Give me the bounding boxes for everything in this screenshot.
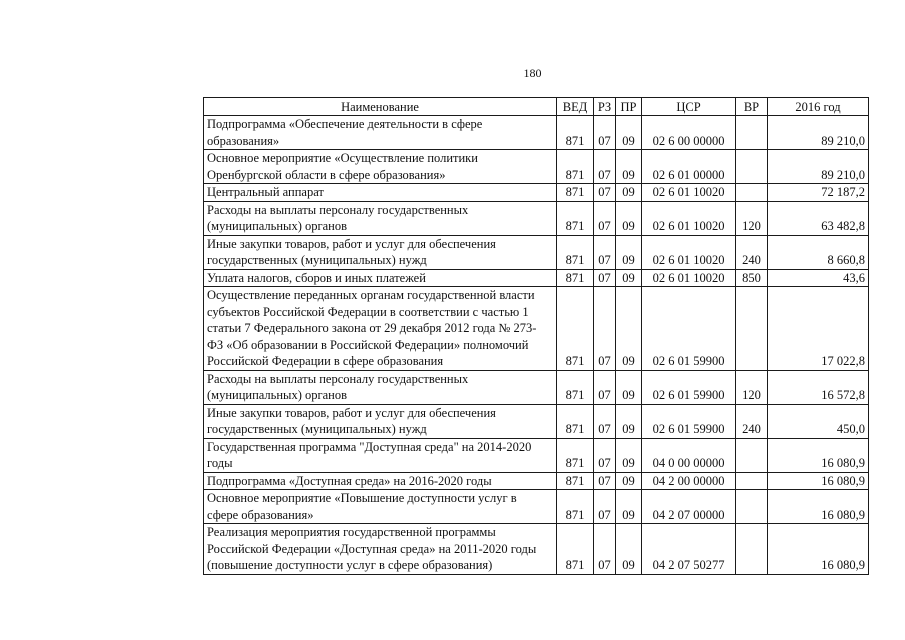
row-name: Подпрограмма «Обеспечение деятельности в сфере образования» — [204, 116, 557, 150]
row-csr: 02 6 01 10020 — [642, 269, 736, 287]
row-pr: 09 — [616, 116, 642, 150]
page-number-container — [0, 66, 905, 81]
header-year: 2016 год — [768, 98, 869, 116]
header-pr: ПР — [616, 98, 642, 116]
row-pr: 09 — [616, 524, 642, 575]
row-rz: 07 — [594, 116, 616, 150]
row-vr — [736, 184, 768, 202]
row-name: Центральный аппарат — [204, 184, 557, 202]
row-pr: 09 — [616, 150, 642, 184]
row-pr: 09 — [616, 269, 642, 287]
row-name: Расходы на выплаты персоналу государственных (муниципальных) органов — [204, 370, 557, 404]
row-vr — [736, 472, 768, 490]
row-amount: 89 210,0 — [768, 116, 869, 150]
row-csr: 04 2 07 00000 — [642, 490, 736, 524]
header-name: Наименование — [204, 98, 557, 116]
table-row — [204, 370, 869, 404]
row-csr: 02 6 01 59900 — [642, 287, 736, 371]
row-name: Подпрограмма «Доступная среда» на 2016-2020 годы — [204, 472, 557, 490]
row-amount: 16 572,8 — [768, 370, 869, 404]
row-ved: 871 — [557, 201, 594, 235]
row-amount: 89 210,0 — [768, 150, 869, 184]
row-vr — [736, 150, 768, 184]
row-csr: 02 6 01 10020 — [642, 201, 736, 235]
row-csr: 04 2 00 00000 — [642, 472, 736, 490]
row-csr: 02 6 00 00000 — [642, 116, 736, 150]
row-amount: 63 482,8 — [768, 201, 869, 235]
row-pr: 09 — [616, 287, 642, 371]
row-rz: 07 — [594, 184, 616, 202]
row-ved: 871 — [557, 490, 594, 524]
row-csr: 02 6 01 00000 — [642, 150, 736, 184]
row-rz: 07 — [594, 472, 616, 490]
row-pr: 09 — [616, 404, 642, 438]
table-body — [204, 116, 869, 575]
row-name: Расходы на выплаты персоналу государственных (муниципальных) органов — [204, 201, 557, 235]
table-header — [204, 98, 869, 116]
row-rz: 07 — [594, 404, 616, 438]
row-ved: 871 — [557, 370, 594, 404]
row-rz: 07 — [594, 201, 616, 235]
header-rz: РЗ — [594, 98, 616, 116]
header-csr: ЦСР — [642, 98, 736, 116]
row-csr: 02 6 01 59900 — [642, 370, 736, 404]
row-amount: 43,6 — [768, 269, 869, 287]
row-amount: 16 080,9 — [768, 524, 869, 575]
table-row — [204, 116, 869, 150]
row-name: Иные закупки товаров, работ и услуг для обеспечения государственных (муниципальных) нужд — [204, 404, 557, 438]
table-row — [204, 201, 869, 235]
row-vr: 120 — [736, 201, 768, 235]
row-vr — [736, 438, 768, 472]
row-pr: 09 — [616, 370, 642, 404]
row-rz: 07 — [594, 150, 616, 184]
row-rz: 07 — [594, 438, 616, 472]
table-row — [204, 404, 869, 438]
row-amount: 72 187,2 — [768, 184, 869, 202]
row-pr: 09 — [616, 490, 642, 524]
row-pr: 09 — [616, 438, 642, 472]
row-ved: 871 — [557, 404, 594, 438]
row-amount: 450,0 — [768, 404, 869, 438]
row-pr: 09 — [616, 235, 642, 269]
row-csr: 02 6 01 10020 — [642, 235, 736, 269]
table-row — [204, 524, 869, 575]
row-name: Иные закупки товаров, работ и услуг для обеспечения государственных (муниципальных) нужд — [204, 235, 557, 269]
table-row — [204, 269, 869, 287]
row-amount: 8 660,8 — [768, 235, 869, 269]
table-row — [204, 287, 869, 371]
row-ved: 871 — [557, 438, 594, 472]
row-amount: 16 080,9 — [768, 490, 869, 524]
row-name: Осуществление переданных органам государственной власти субъектов Российской Федерации в соответствии с частью 1 статьи 7 Федерального закона от 29 декабря 2012 года № 273- ФЗ «Об образовании в Российской Федерации» полномочий Российской Федерации в сфере образования — [204, 287, 557, 371]
row-vr — [736, 287, 768, 371]
page-number: 180 — [523, 66, 542, 80]
header-row — [204, 98, 869, 116]
row-vr: 120 — [736, 370, 768, 404]
row-vr — [736, 116, 768, 150]
row-ved: 871 — [557, 287, 594, 371]
row-csr: 02 6 01 10020 — [642, 184, 736, 202]
row-amount: 17 022,8 — [768, 287, 869, 371]
row-rz: 07 — [594, 370, 616, 404]
row-rz: 07 — [594, 235, 616, 269]
row-rz: 07 — [594, 269, 616, 287]
row-vr — [736, 524, 768, 575]
row-pr: 09 — [616, 201, 642, 235]
row-vr — [736, 490, 768, 524]
row-amount: 16 080,9 — [768, 438, 869, 472]
row-ved: 871 — [557, 472, 594, 490]
table-row — [204, 472, 869, 490]
row-csr: 04 2 07 50277 — [642, 524, 736, 575]
table-row — [204, 184, 869, 202]
row-vr: 850 — [736, 269, 768, 287]
row-ved: 871 — [557, 116, 594, 150]
header-vr: ВР — [736, 98, 768, 116]
row-ved: 871 — [557, 150, 594, 184]
row-name: Реализация мероприятия государственной программы Российской Федерации «Доступная среда» на 2011-2020 годы (повышение доступности услуг в сфере образования) — [204, 524, 557, 575]
row-ved: 871 — [557, 235, 594, 269]
row-csr: 02 6 01 59900 — [642, 404, 736, 438]
row-name: Уплата налогов, сборов и иных платежей — [204, 269, 557, 287]
row-rz: 07 — [594, 287, 616, 371]
row-ved: 871 — [557, 184, 594, 202]
row-vr: 240 — [736, 235, 768, 269]
table-row — [204, 235, 869, 269]
row-name: Государственная программа "Доступная среда" на 2014-2020 годы — [204, 438, 557, 472]
table-row — [204, 438, 869, 472]
table-row — [204, 490, 869, 524]
header-ved: ВЕД — [557, 98, 594, 116]
row-ved: 871 — [557, 269, 594, 287]
row-pr: 09 — [616, 184, 642, 202]
row-csr: 04 0 00 00000 — [642, 438, 736, 472]
row-rz: 07 — [594, 490, 616, 524]
table-row — [204, 150, 869, 184]
row-ved: 871 — [557, 524, 594, 575]
row-amount: 16 080,9 — [768, 472, 869, 490]
row-vr: 240 — [736, 404, 768, 438]
row-rz: 07 — [594, 524, 616, 575]
budget-table — [203, 97, 869, 575]
row-name: Основное мероприятие «Повышение доступности услуг в сфере образования» — [204, 490, 557, 524]
row-name: Основное мероприятие «Осуществление политики Оренбургской области в сфере образования» — [204, 150, 557, 184]
row-pr: 09 — [616, 472, 642, 490]
